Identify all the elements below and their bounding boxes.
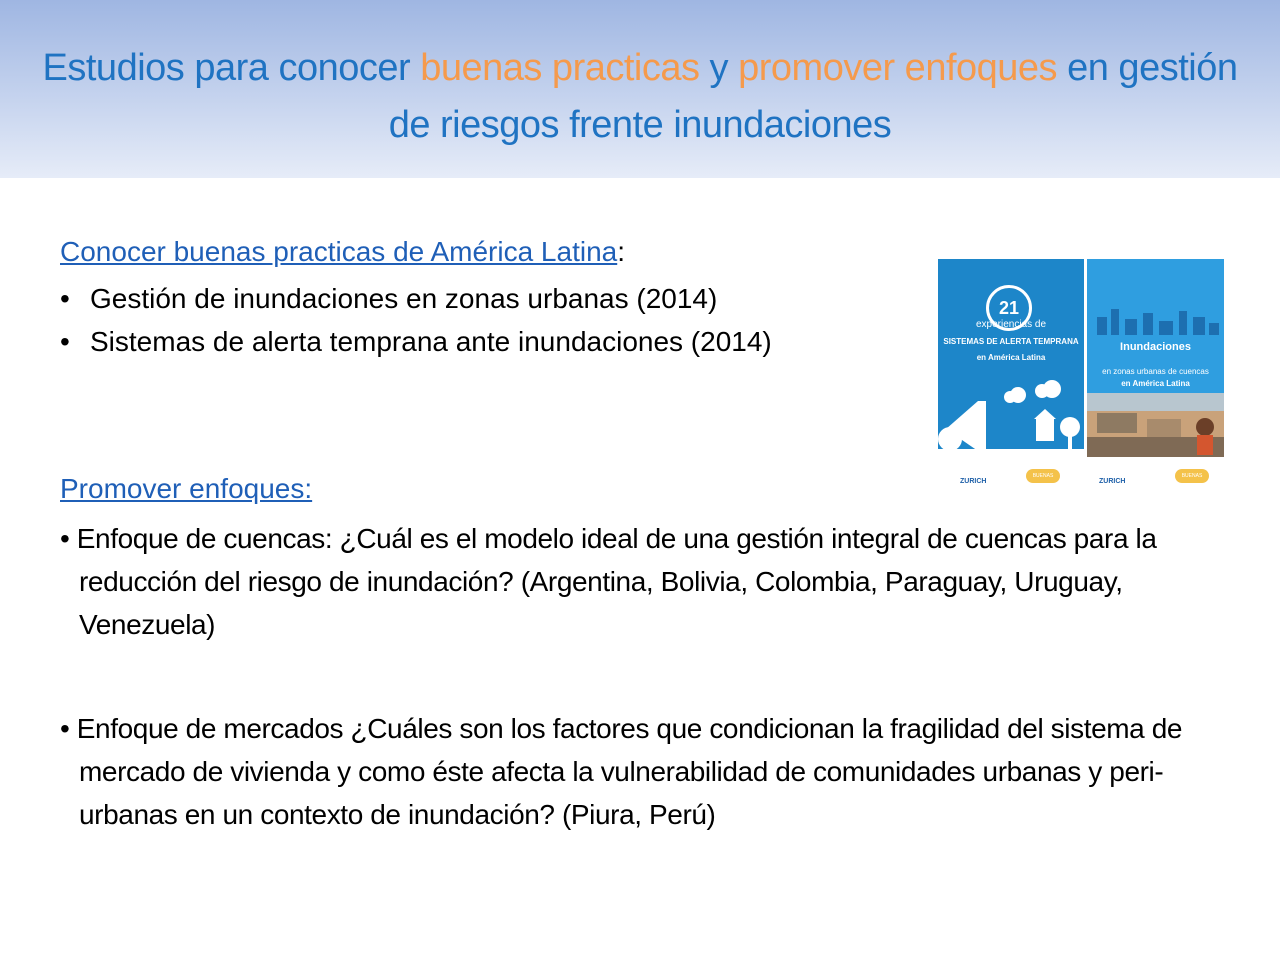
paragraph-watershed-approach: • Enfoque de cuencas: ¿Cuál es el modelo ideal de una gestión integral de cuencas para la reducción del riesgo de inundación? (Argentina, Bolivia, Colombia, Paraguay, Uruguay, Venezuela) [60, 523, 1157, 640]
heading-colon: : [617, 236, 625, 267]
slide-title [20, 40, 1260, 154]
cover-a-number-badge: 21 [986, 285, 1032, 331]
paragraph-market-approach: • Enfoque de mercados ¿Cuáles son los factores que condicionan la fragilidad del sistema de mercado de vivienda y como éste afecta la vulnerabilidad de comunidades urbanas y peri-urbanas en un contexto de inundación? (Piura, Perú) [60, 713, 1183, 830]
cover-b-line-2: en zonas urbanas de cuencas [1102, 367, 1209, 376]
section-heading-approaches[interactable]: Promover enfoques: [60, 473, 313, 504]
title-highlight-2: promover enfoques [738, 47, 1058, 89]
title-highlight-1: buenas practicas [420, 47, 700, 89]
zurich-logo: ZURICH [1099, 478, 1126, 485]
cover-urban-floods [1087, 259, 1224, 491]
good-practices-logo: BUENAS PRÁCTICAS [1175, 469, 1209, 483]
section-good-practices [60, 232, 772, 363]
good-practices-logo: BUENAS PRÁCTICAS [1026, 469, 1060, 483]
publication-covers [938, 259, 1224, 491]
flood-photo [1087, 393, 1224, 457]
megaphone-town-illustration [938, 369, 1084, 457]
cover-a-line-3: en América Latina [976, 353, 1046, 362]
study-list [60, 277, 772, 363]
cover-a-line-2: SISTEMAS DE ALERTA TEMPRANA [943, 337, 1079, 346]
zurich-logo: ZURICH [960, 478, 987, 485]
list-item: • Sistemas de alerta temprana ante inundaciones (2014) [60, 320, 772, 363]
cover-a-line-1: experiencias de [975, 319, 1047, 330]
cover-early-warning [938, 259, 1084, 491]
city-skyline-icon [1087, 305, 1224, 335]
title-part-1: Estudios para conocer [42, 47, 421, 89]
title-part-2: y [699, 47, 739, 89]
cover-b-line-3: en América Latina [1121, 379, 1190, 388]
title-part-3: en gestión de riesgos frente inundaciones [388, 47, 1238, 146]
section-heading-good-practices[interactable]: Conocer buenas practicas de América Latina [60, 236, 618, 267]
cover-b-line-1: Inundaciones [1120, 341, 1191, 353]
list-item: • Gestión de inundaciones en zonas urbanas (2014) [60, 277, 772, 320]
section-heading-approaches-wrap [60, 469, 312, 514]
